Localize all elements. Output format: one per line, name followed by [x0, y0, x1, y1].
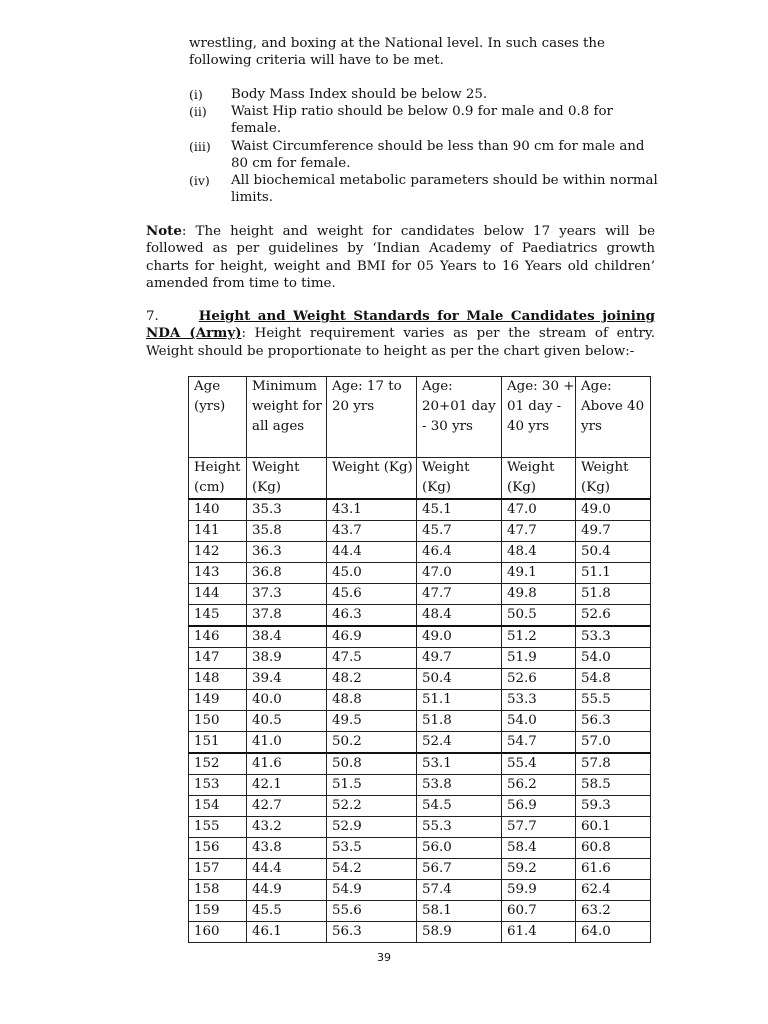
weight-cell: 40.5	[247, 711, 327, 732]
height-cell: 160	[189, 922, 247, 943]
height-cell: 142	[189, 542, 247, 563]
weight-cell: 52.4	[417, 732, 502, 754]
table-header-row	[189, 377, 651, 458]
weight-cell: 52.9	[327, 817, 417, 838]
weight-cell: 46.1	[247, 922, 327, 943]
weight-cell: 44.4	[247, 859, 327, 880]
weight-cell: 60.8	[576, 838, 651, 859]
table-row	[189, 775, 651, 796]
weight-cell: 50.2	[327, 732, 417, 754]
weight-cell: 56.9	[502, 796, 576, 817]
weight-cell: 35.8	[247, 521, 327, 542]
weight-cell: 53.5	[327, 838, 417, 859]
weight-cell: 51.1	[417, 690, 502, 711]
weight-cell: 43.2	[247, 817, 327, 838]
weight-cell: 40.0	[247, 690, 327, 711]
height-cell: 147	[189, 648, 247, 669]
table-header-cell: Age: 20+01 day - 30 yrs	[417, 377, 502, 458]
table-row	[189, 542, 651, 563]
weight-cell: 54.0	[502, 711, 576, 732]
note-text: : The height and weight for candidates below 17 years will be followed as per guidelines by ‘Indian Academy of Paediatrics growth charts for height, weight and BMI for 05 Years to 16 Years old children’ amended from time to time.	[146, 224, 655, 291]
weight-cell: 55.3	[417, 817, 502, 838]
table-subheader-cell: Weight (Kg)	[417, 458, 502, 500]
section-heading: Height and Weight Standards for Male Candidates joining NDA (Army)	[146, 308, 655, 342]
table-subheader-cell: Weight (Kg)	[247, 458, 327, 500]
weight-cell: 48.2	[327, 669, 417, 690]
table-row	[189, 669, 651, 690]
weight-cell: 61.6	[576, 859, 651, 880]
weight-cell: 43.8	[247, 838, 327, 859]
weight-cell: 54.5	[417, 796, 502, 817]
weight-cell: 45.7	[417, 521, 502, 542]
weight-cell: 57.8	[576, 753, 651, 775]
table-header-cell: Age: Above 40 yrs	[576, 377, 651, 458]
weight-cell: 51.9	[502, 648, 576, 669]
weight-cell: 54.8	[576, 669, 651, 690]
weight-cell: 56.0	[417, 838, 502, 859]
weight-cell: 45.5	[247, 901, 327, 922]
weight-cell: 50.8	[327, 753, 417, 775]
weight-cell: 58.5	[576, 775, 651, 796]
page-number: 39	[377, 951, 391, 964]
weight-cell: 43.7	[327, 521, 417, 542]
weight-cell: 51.2	[502, 626, 576, 648]
weight-cell: 63.2	[576, 901, 651, 922]
table-row	[189, 499, 651, 521]
weight-cell: 58.9	[417, 922, 502, 943]
weight-cell: 51.8	[417, 711, 502, 732]
criterion-number: (i)	[189, 87, 203, 102]
table-subheader-cell: Weight (Kg)	[502, 458, 576, 500]
weight-cell: 51.1	[576, 563, 651, 584]
height-cell: 159	[189, 901, 247, 922]
weight-cell: 57.4	[417, 880, 502, 901]
weight-cell: 44.9	[247, 880, 327, 901]
weight-cell: 44.4	[327, 542, 417, 563]
weight-cell: 49.8	[502, 584, 576, 605]
table-header-cell: Age: 17 to 20 yrs	[327, 377, 417, 458]
table-row	[189, 859, 651, 880]
height-cell: 155	[189, 817, 247, 838]
weight-cell: 56.3	[327, 922, 417, 943]
weight-cell: 54.2	[327, 859, 417, 880]
weight-cell: 60.7	[502, 901, 576, 922]
table-header-cell: Age: 30 + 01 day - 40 yrs	[502, 377, 576, 458]
height-cell: 143	[189, 563, 247, 584]
criterion-number: (ii)	[189, 104, 207, 119]
table-row	[189, 563, 651, 584]
weight-cell: 52.6	[576, 605, 651, 627]
height-cell: 156	[189, 838, 247, 859]
criterion-text: All biochemical metabolic parameters should be within normal limits.	[231, 173, 658, 206]
weight-cell: 49.5	[327, 711, 417, 732]
table-header-cell: Age (yrs)	[189, 377, 247, 458]
weight-cell: 46.3	[327, 605, 417, 627]
weight-cell: 57.0	[576, 732, 651, 754]
weight-cell: 43.1	[327, 499, 417, 521]
weight-cell: 49.0	[417, 626, 502, 648]
table-subheader-cell: Weight (Kg)	[576, 458, 651, 500]
height-cell: 154	[189, 796, 247, 817]
weight-cell: 45.6	[327, 584, 417, 605]
weight-cell: 37.3	[247, 584, 327, 605]
weight-cell: 56.3	[576, 711, 651, 732]
table-row	[189, 838, 651, 859]
height-cell: 151	[189, 732, 247, 754]
intro-paragraph: wrestling, and boxing at the National level. In such cases the following criteria will have to be met.	[189, 36, 605, 69]
weight-cell: 47.5	[327, 648, 417, 669]
height-cell: 146	[189, 626, 247, 648]
table-row	[189, 901, 651, 922]
weight-cell: 47.7	[502, 521, 576, 542]
weight-cell: 36.8	[247, 563, 327, 584]
weight-cell: 51.8	[576, 584, 651, 605]
height-cell: 152	[189, 753, 247, 775]
weight-cell: 58.1	[417, 901, 502, 922]
weight-cell: 38.9	[247, 648, 327, 669]
table-row	[189, 584, 651, 605]
height-cell: 144	[189, 584, 247, 605]
weight-cell: 60.1	[576, 817, 651, 838]
height-cell: 140	[189, 499, 247, 521]
height-cell: 150	[189, 711, 247, 732]
weight-cell: 59.2	[502, 859, 576, 880]
weight-cell: 47.7	[417, 584, 502, 605]
weight-cell: 41.0	[247, 732, 327, 754]
weight-cell: 36.3	[247, 542, 327, 563]
height-cell: 149	[189, 690, 247, 711]
weight-cell: 54.0	[576, 648, 651, 669]
weight-cell: 47.0	[502, 499, 576, 521]
height-cell: 157	[189, 859, 247, 880]
weight-cell: 35.3	[247, 499, 327, 521]
table-row	[189, 796, 651, 817]
criterion-text: Waist Circumference should be less than 90 cm for male and 80 cm for female.	[231, 139, 645, 172]
table-row	[189, 626, 651, 648]
weight-cell: 54.9	[327, 880, 417, 901]
weight-cell: 61.4	[502, 922, 576, 943]
table-subheader-cell: Height (cm)	[189, 458, 247, 500]
weight-cell: 50.5	[502, 605, 576, 627]
weight-cell: 62.4	[576, 880, 651, 901]
weight-cell: 53.3	[576, 626, 651, 648]
table-row	[189, 711, 651, 732]
weight-cell: 48.8	[327, 690, 417, 711]
height-cell: 148	[189, 669, 247, 690]
height-cell: 141	[189, 521, 247, 542]
weight-cell: 38.4	[247, 626, 327, 648]
weight-cell: 55.6	[327, 901, 417, 922]
note-paragraph	[146, 223, 655, 292]
table-row	[189, 753, 651, 775]
section-7-paragraph	[146, 308, 655, 360]
table-header-cell: Minimum weight for all ages	[247, 377, 327, 458]
weight-cell: 47.0	[417, 563, 502, 584]
weight-cell: 52.6	[502, 669, 576, 690]
table-row	[189, 521, 651, 542]
table-row	[189, 732, 651, 754]
criterion-text: Body Mass Index should be below 25.	[231, 87, 488, 102]
table-row	[189, 690, 651, 711]
weight-cell: 49.7	[417, 648, 502, 669]
weight-cell: 45.0	[327, 563, 417, 584]
weight-cell: 52.2	[327, 796, 417, 817]
criterion-number: (iv)	[189, 173, 210, 188]
table-row	[189, 605, 651, 627]
weight-cell: 56.7	[417, 859, 502, 880]
height-cell: 153	[189, 775, 247, 796]
criterion-text: Waist Hip ratio should be below 0.9 for male and 0.8 for female.	[231, 104, 613, 137]
weight-cell: 37.8	[247, 605, 327, 627]
table-row	[189, 648, 651, 669]
weight-cell: 59.3	[576, 796, 651, 817]
weight-cell: 42.1	[247, 775, 327, 796]
weight-cell: 53.1	[417, 753, 502, 775]
note-label: Note	[146, 223, 182, 239]
weight-cell: 50.4	[417, 669, 502, 690]
weight-cell: 48.4	[502, 542, 576, 563]
weight-cell: 49.1	[502, 563, 576, 584]
weight-cell: 58.4	[502, 838, 576, 859]
weight-cell: 48.4	[417, 605, 502, 627]
table-row	[189, 922, 651, 943]
weight-cell: 57.7	[502, 817, 576, 838]
table-row	[189, 880, 651, 901]
weight-cell: 56.2	[502, 775, 576, 796]
section-text: : Height requirement varies as per the stream of entry. Weight should be proportionate to height as per the chart given below:-	[146, 326, 656, 359]
weight-cell: 46.4	[417, 542, 502, 563]
weight-cell: 46.9	[327, 626, 417, 648]
weight-cell: 42.7	[247, 796, 327, 817]
height-cell: 158	[189, 880, 247, 901]
weight-cell: 55.5	[576, 690, 651, 711]
weight-cell: 55.4	[502, 753, 576, 775]
weight-cell: 54.7	[502, 732, 576, 754]
weight-cell: 51.5	[327, 775, 417, 796]
weight-cell: 49.0	[576, 499, 651, 521]
weight-cell: 59.9	[502, 880, 576, 901]
section-number: 7.	[146, 309, 159, 324]
height-cell: 145	[189, 605, 247, 627]
weight-cell: 64.0	[576, 922, 651, 943]
weight-cell: 45.1	[417, 499, 502, 521]
weight-cell: 50.4	[576, 542, 651, 563]
weight-cell: 49.7	[576, 521, 651, 542]
weight-cell: 53.8	[417, 775, 502, 796]
height-weight-table	[188, 376, 651, 943]
table-subheader-cell: Weight (Kg)	[327, 458, 417, 500]
table-row	[189, 817, 651, 838]
criterion-number: (iii)	[189, 139, 211, 154]
weight-cell: 39.4	[247, 669, 327, 690]
table-subheader-row	[189, 458, 651, 500]
weight-cell: 53.3	[502, 690, 576, 711]
weight-cell: 41.6	[247, 753, 327, 775]
